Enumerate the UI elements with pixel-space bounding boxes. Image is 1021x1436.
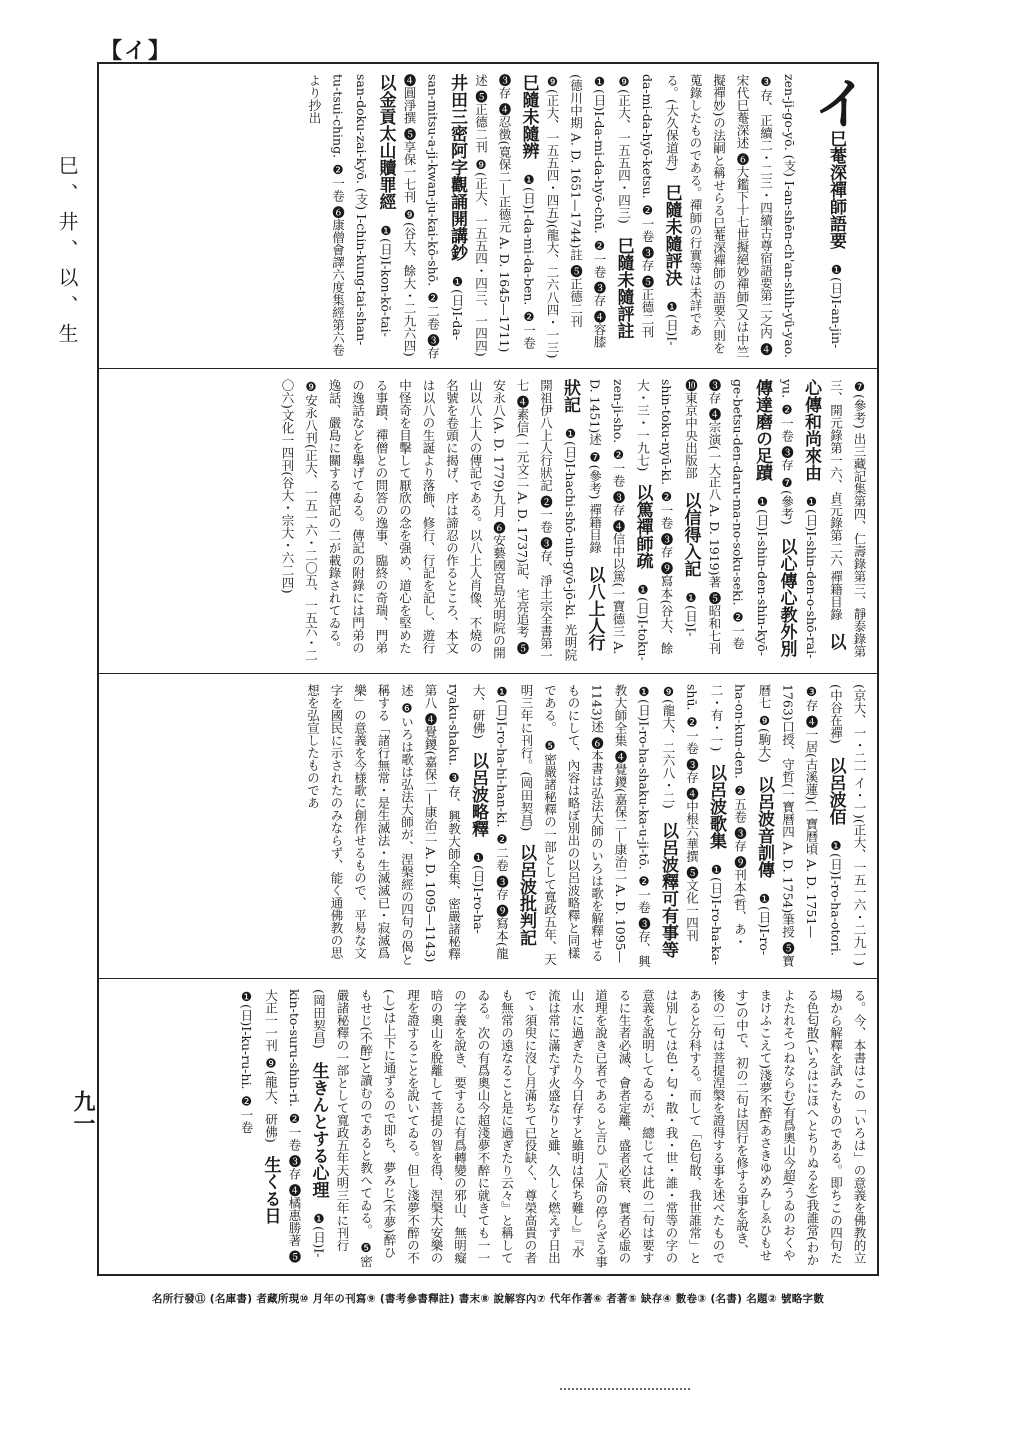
field-legend: 名所行發⑪ (名庫書) 者藏所現⑩ 月年の刊寫⑨ (書考參書釋註) 書末⑧ 說解容內⑦ 代年作著⑥ 者著⑤ 缺存④ 數卷③ (名書) 名題② 號略字數 xyxy=(151,1293,825,1305)
entry-headword: 以呂波釋可有事等 xyxy=(658,821,678,958)
entry-headword: 以呂波略釋 xyxy=(468,751,488,837)
entry-headword: 井田三密阿字觀誦開講鈔 xyxy=(447,74,467,261)
tier-2 xyxy=(99,368,877,671)
dictionary-entry xyxy=(306,684,487,965)
entry-body: ❶(日)I-da-san-mitsu-a-ji-kwan-ju-kai-kō-shō. ❷二卷 ❸存 ❹圓淨撰 ❺享保一七刊 ❾(谷大、餘大・二九六四) xyxy=(402,74,465,360)
dictionary-entry xyxy=(474,74,537,366)
entry-body: ❶(日)I-ku-ru-hi. ❷一卷 xyxy=(239,989,254,1134)
running-head: 巳、井、以、生 xyxy=(55,155,79,351)
entry-body: る。今、本書はこの「いろは」の意義を佛教的立場から解釋を試みたものである。即ちこの四句たる色匂散(いろはにほへとちりぬるを)我誰常(わかよたれそつねならむ)有爲奧山今超(うゐのおくやまけふこえて)淺夢不醉(あさきゆめみしゑひもせす)の中で、初の二句は因行を修する事を說き、後の二句は菩提涅槃を證得する事を述べたものであると分科する。而して「色匂散、我世誰常」とは別しては色・匂・散・我・世・誰・常等の字の意義を說明してゐるが、總じては此の二句は要するに生者必滅、會者定離、盛者必衰、實者必虛の道理を說き已者である と言ひ『人命の停らざる事山水に過ぎたり今日存すと雖明は保ち難し』『水流は常に滿たず火盛なりと雖、久しく燃えず日出でゝ須臾に沒し月滿ちて已役缺く、尊榮高貴の者も無常の遠なること是に過ぎたり云々』と稱してゐる。次の有爲奧山今超淺夢不醉に就きても一一の字義を說き、要するに有爲轉變の邪山、無明癡暗の奧山を脫離して菩提の智を得、涅槃大安樂の理を證することを說いてゐる。但し淺夢不醉の不(し)は上下に通ずるので即ち、夢みじ(不夢)醉ひもせじ(不醉)と讀むのであると教へてゐる。 ❺密嚴諸秘釋の一部として寬政五年天明三年に刊行(岡田契昌) xyxy=(311,989,867,1268)
entry-headword: 以呂波音訓傳 xyxy=(754,775,774,878)
entry-headword: 巳隨未隨評決 xyxy=(661,184,682,287)
dictionary-entry xyxy=(402,74,465,366)
entry-body: ❶(日)I-ro-ha-otori. ❸存 ❹一居(古溪蓮)(一寶曆頃 A. D. 1751—1763)口授、守哲(一寶曆四 A. D. 1754)筆授 ❺寶曆七 ❾(駒大) xyxy=(757,684,844,968)
dictionary-entry xyxy=(829,379,868,658)
page-number: 九一 xyxy=(70,1090,96,1134)
entry-headword: 以呂波佰 xyxy=(825,756,846,825)
entry-headword: 生きんとする心理 xyxy=(308,1061,329,1198)
entry-headword: 巳隨未隨辨 xyxy=(518,74,539,159)
entry-headword: 生くる日 xyxy=(260,1155,281,1224)
entry-body: ❶(日)I-ro-ha-on-kun-den. ❷五卷 ❸存 ❾刊本(哲、あ・二・有・一) xyxy=(709,684,772,955)
entry-body: ❶(日)I-shin-toku-nyū-ki. ❷一卷 ❸存 ❾寫本(谷大、餘大・三・一九七) xyxy=(635,379,699,655)
entry-headword: 以金貢太山贖罪經 xyxy=(375,74,396,210)
entry-headword: 以呂波批判記 xyxy=(516,844,536,947)
entry-headword: 以呂波歌集 xyxy=(706,764,726,850)
entry-body: ❶(日)I-ro-ha-ka-shū. ❷一卷 ❸存 ❹中根六華撰 ❺文化一四刊 ❾(龍大、二六八・二) xyxy=(661,684,724,966)
footer-rule xyxy=(560,1388,690,1390)
tier-4 xyxy=(99,978,877,1274)
dictionary-entry xyxy=(307,74,394,356)
entry-body: ❶(日)I-an-jin-zen-ji-go-yō. (支) I-an-shēn-ch'an-shih-yü-yao. ❸存、正續二・二三・四續古尊宿語要第二之内 ❹宋代巳菴深述 ❻大鑑下十七世擬絕妙禪師(又は中竺擬禪妙)の法嗣と稱せらる巳菴深禪師の語要六則を蒐錄したものである。禪師の行實等は未詳である。(大久保道舟) xyxy=(664,74,844,358)
entry-body: ❶(日)I-da-mi-da-hyō-ketsu. ❷一卷 ❸存 ❺正德二刊 ❾(正大、一五五四・四三) xyxy=(616,74,680,346)
entry-headword: 以篤禪師疏 xyxy=(632,484,653,570)
entry-headword: 以信得入記 xyxy=(680,492,701,577)
entry-body: ❶(日)I-kon-kō-tai-san-doku-zai-kyō. (支) I-chin-kung-tai-shan-tu-tsui-ching. ❷一卷 ❻康僧會譯六度集經第六卷より抄出 xyxy=(307,74,394,357)
entry-headword: 巳菴深禪師語要 xyxy=(826,130,846,249)
tier-1 xyxy=(99,64,877,366)
entry-body: ❶(日)I-ro-ha-hi-han-ki. ❷二卷 ❸存 ❾寫本(龍大、研佛) xyxy=(471,684,510,960)
entry-body: ❶(日)I-da-mi-da-ben. ❷一卷 ❸存 ❹忍徴(寛保二—正德元 A. D. 1645—1711)述 ❺正德二刊 ❾(正大、一五五四・四三、一四四) xyxy=(473,74,537,357)
tier-3 xyxy=(99,673,877,976)
entry-headword: 以心傳心教外別傳達磨の足蹟 xyxy=(752,379,797,657)
entry-headword: 巳隨未隨評註 xyxy=(613,236,634,339)
section-heading-kana: イ xyxy=(804,74,869,130)
dictionary-entry xyxy=(312,989,868,1268)
entry-body: (京大、一・二一イ・一)(正大、一五一六・二九一)(中谷在禪) xyxy=(828,684,867,967)
entry-body: ❶(日)I-shin-den-shin-kyō-ge-betsu-den-daru-ma-no-soku-seki. ❷一卷 ❸存 ❹宗演(一大正八 A. D. 1919)著 ❺昭和七刊 ❿東京中央出版部 xyxy=(683,379,770,656)
entry-body: ❼(參考) 出三藏記集第四、仁壽錄第三、靜泰錄第三、開元錄第一六、貞元錄第二六 禪籍目錄 xyxy=(828,379,867,658)
entry-headword: 以心傳和尚來由 xyxy=(801,379,846,651)
entry-body: ❶(日)I-da-mi-da-hyō-chū. ❷一卷 ❸存 ❹容膝(德川中期 A. D. 1651—1744)註 ❺正德二刊 ❾(正大、一五五四・四五)(龍大、二六八四・一三) xyxy=(545,74,607,359)
dictionary-entry xyxy=(519,684,676,971)
entry-body: ❶(日)I-ro-ha-shaku-ka-u-ji-tō. ❷一卷 ❸存、興教大師全集 ❹覺鑁(嘉保二—康治二 A. D. 1095—1143)述 ❻本書は弘法大師のいろは歌を解釋せるものにして、內容は略ぼ別出の以呂波略釋と同樣である。 ❺密嚴諸秘釋の一部として寬政五年、天明三年に刊行。(岡田契昌) xyxy=(519,684,652,968)
entry-body: ❶(日)I-hachi-shō-nin-gyō-jō-ki. 光明院開祖伊八上人行狀記 ❷一卷 ❸存、淨土宗全書第一七 ❹素信(一元文二 A. D. 1737)記、宅亮追考 ❺安永八(A. D. 1779)九月 ❻安藝國宮島光明院の開山以八上人の傳記である。以八上人肖像、不燒の名號を卷頭に揭げ、序は諦忍の作るところ、本文は以八の生誕より落飾、修行、行記を記し、遊行中怪奇を目擊して厭欣の念を强め、道心を堅めたる事蹟、禪僧との問答の逸事、臨終の奇瑞、門弟の逸話などを擧げてゐる。傳記の附錄には門弟の逸話、嚴島に關する傳記の二が載錄されてゐる。 ❾安永八刊(正大、一五一六・二〇五、一五六・二〇六)文化一四刊(谷大・宗大・六二四) xyxy=(280,379,578,662)
entry-body: ❶(日)I-toku-zen-ji-sho. ❷一卷 ❸存 ❹信中以篤(一寶德三 A. D. 1451)述 ❼(參考) 禪籍目錄 xyxy=(587,379,651,662)
dictionary-entry xyxy=(280,379,603,662)
section-tab-marker: 【イ】 xyxy=(100,38,173,64)
entry-headword: 以八上人行狀記 xyxy=(560,379,605,652)
entry-body: ❶(日)I-kin-to-suru-shin-ri. ❷一卷 ❸存 ❹橘惠勝著 ❺大正一一刊 ❾(龍大、研佛) xyxy=(263,989,327,1263)
entry-body: ❶(日)I-shin-den-o-shō-rai-yu. ❷一卷 ❸存 ❼(參考) xyxy=(779,379,819,659)
entry-body: ❶(日)I-ro-ha-ryaku-shaku. ❸存、興教大師全集、密嚴諸秘釋第八 ❹覺鑁(嘉保二—康治二 A. D. 1095—1143)述 ❻いろは歌は弘法大師が、涅槃經の四句の偈と稱する「諸行無常・是生滅法・生滅滅已・寂滅爲樂」の意義を今様歌に創作せるもので、平易な文字を國民に示されたのみならず、能く通佛教の思想を弘宣したものであ xyxy=(305,684,486,966)
